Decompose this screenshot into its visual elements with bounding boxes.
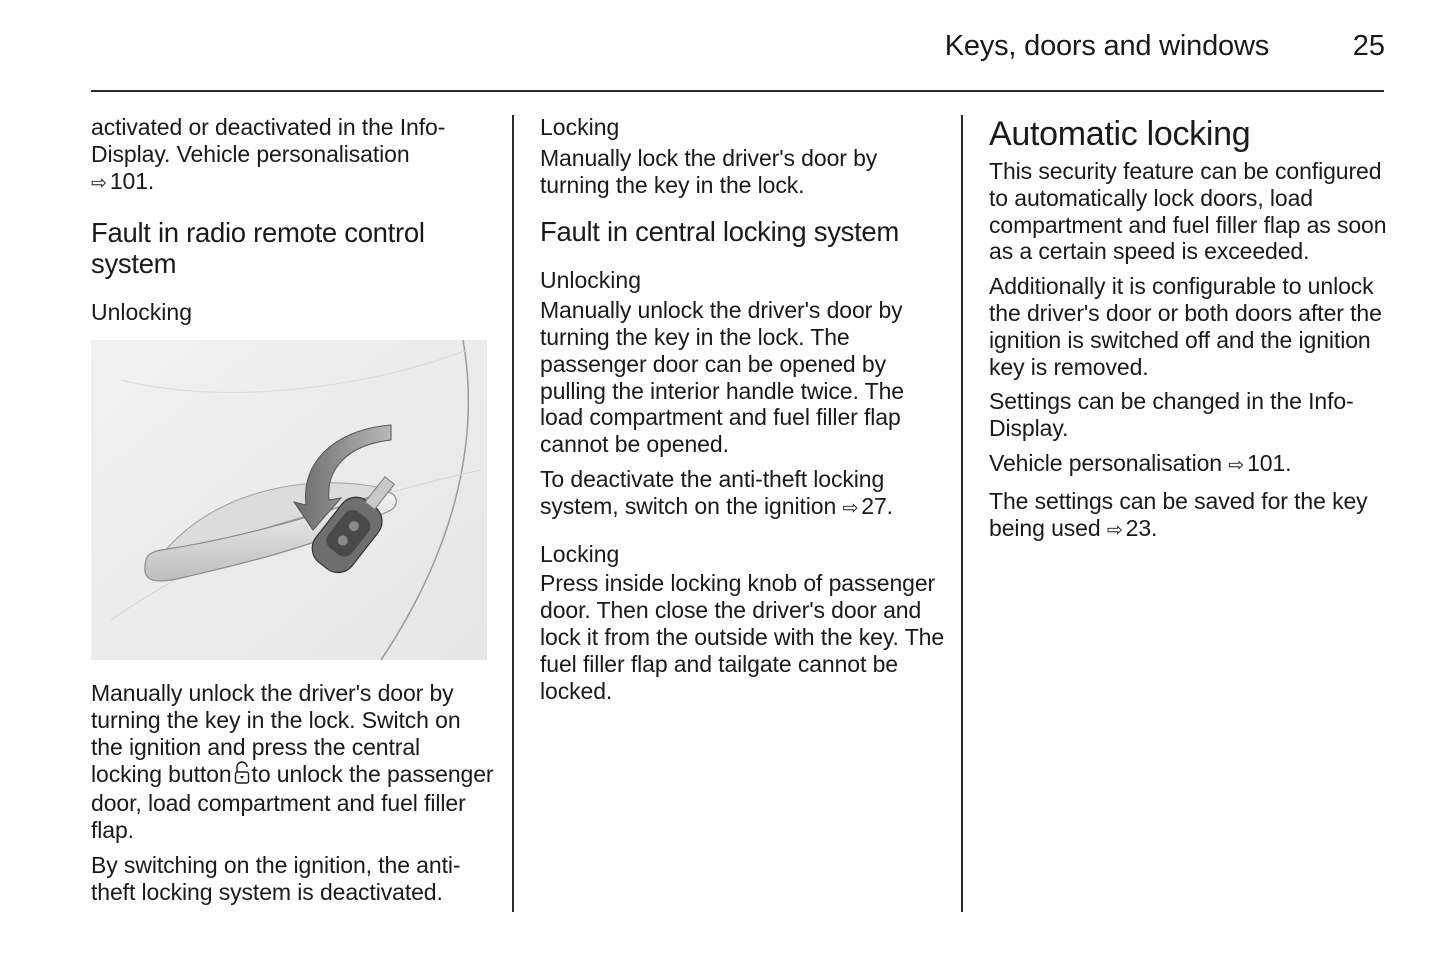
unlock-instructions: Manually unlock the driver's door by turning the key in the lock. Switch on the ignition and press the central locking button to unlock the passenger door, load compartment and fuel filler flap. <box>91 680 494 844</box>
column-2 <box>540 114 945 704</box>
locking-text-2: Press inside locking knob of passenger door. Then close the driver's door and lock it from the outside with the key. The fuel filler flap and tailgate cannot be locked. <box>540 570 945 704</box>
unlock-padlock-icon <box>234 761 250 791</box>
key-reference[interactable]: ⇨ 23. <box>1107 515 1158 541</box>
locking-text-1: Manually lock the driver's door by turning the key in the lock. <box>540 144 878 198</box>
section-title: Keys, doors and windows <box>944 30 1269 62</box>
column-divider-2 <box>961 115 963 912</box>
intro-text: activated or deactivated in the Info-Display. Vehicle personalisation <box>91 114 446 167</box>
auto-lock-paragraph-3: Settings can be changed in the Info-Display. <box>989 388 1354 442</box>
deactivate-paragraph: To deactivate the anti-theft locking system, switch on the ignition ⇨ 27. <box>540 466 945 523</box>
section-heading-central-fault: Fault in central locking system <box>540 216 900 248</box>
door-handle-illustration <box>91 340 496 660</box>
section-heading-radio-fault: Fault in radio remote control system <box>91 217 425 280</box>
page-number: 25 <box>1352 30 1385 62</box>
auto-lock-paragraph-4: Vehicle personalisation ⇨ 101. <box>989 450 1389 480</box>
page-reference-arrow-icon: ⇨ <box>1228 454 1245 476</box>
column-divider-1 <box>512 115 514 912</box>
subheading-locking-1: Locking <box>540 114 620 140</box>
page-reference-arrow-icon: ⇨ <box>842 497 859 519</box>
ignition-reference[interactable]: ⇨ 27. <box>842 493 893 519</box>
section-heading-automatic-locking: Automatic locking <box>989 115 1251 153</box>
page-reference-arrow-icon: ⇨ <box>91 172 107 194</box>
intro-paragraph <box>91 114 496 197</box>
page-reference-arrow-icon: ⇨ <box>1106 519 1123 541</box>
subheading-locking-2: Locking <box>540 540 620 567</box>
personalisation-reference[interactable]: ⇨ 101. <box>1228 450 1291 476</box>
column-1 <box>91 114 496 906</box>
subheading-unlocking: Unlocking <box>91 299 192 326</box>
auto-lock-paragraph-5: The settings can be saved for the key being used ⇨ 23. <box>989 488 1389 545</box>
column-3 <box>989 114 1389 544</box>
intro-reference[interactable]: ⇨ 101. <box>91 168 154 194</box>
header-divider <box>91 90 1384 92</box>
anti-theft-paragraph: By switching on the ignition, the anti-theft locking system is deactivated. <box>91 851 461 905</box>
subheading-unlocking-2: Unlocking <box>540 267 641 294</box>
auto-lock-paragraph-2: Additionally it is configurable to unlock the driver's door or both doors after the ignition is switched off and the ignition key is removed. <box>989 273 1382 380</box>
unlocking-text: Manually unlock the driver's door by turning the key in the lock. The passenger door can be opened by pulling the interior handle twice. The load compartment and fuel filler flap cannot be opened. <box>540 297 904 458</box>
auto-lock-paragraph-1: This security feature can be configured to automatically lock doors, load compartment and fuel filler flap as soon as a certain speed is exceeded. <box>989 158 1387 265</box>
